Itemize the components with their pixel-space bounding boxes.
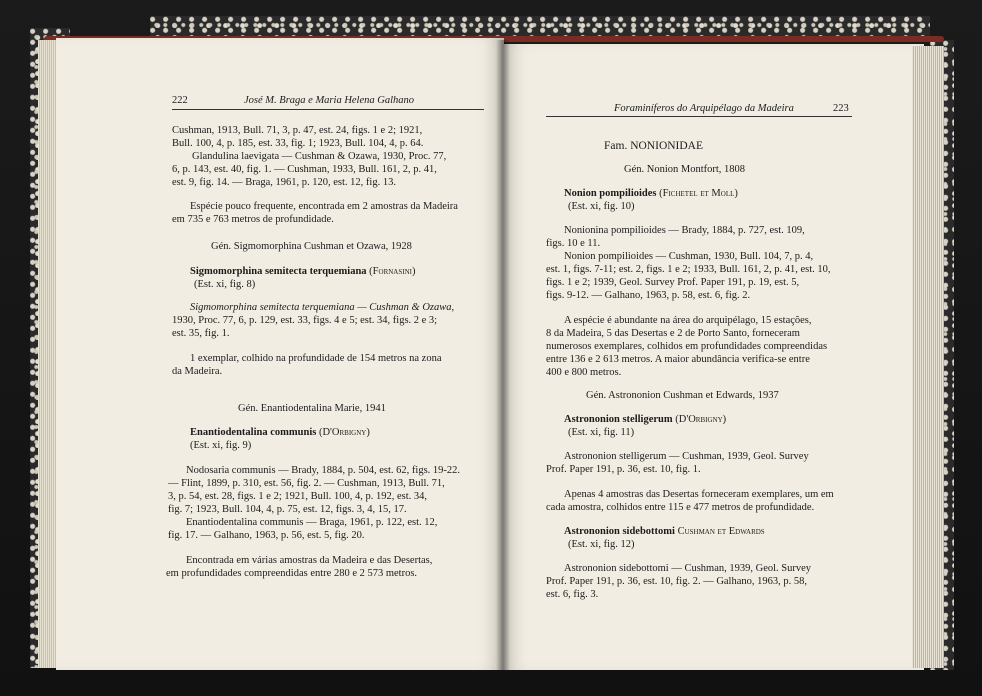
paragraph-line: da Madeira. [172, 366, 223, 377]
genus-heading: Gén. Astrononion Cushman et Edwards, 1937 [586, 390, 779, 401]
species-name: Astrononion stelligerum [564, 414, 673, 425]
species-figure-ref: (Est. xi, fig. 12) [568, 539, 635, 550]
paragraph-line: Espécie pouco frequente, encontrada em 2 amostras da Madeira [190, 201, 458, 212]
species-author: (D'Orbigny) [675, 414, 727, 425]
running-head: Foraminíferos do Arquipélago da Madeira [614, 103, 794, 114]
ref-line: est. 9, fig. 14. — Braga, 1961, p. 120, est. 12, fig. 13. [172, 177, 396, 188]
ref-line: Nonionina pompilioides — Brady, 1884, p. 727, est. 109, [564, 225, 805, 236]
species-author: (Fornasini) [369, 266, 416, 277]
family-heading: Fam. NONIONIDAE [604, 140, 704, 152]
ref-line: Astrononion stelligerum — Cushman, 1939, Geol. Survey [564, 451, 809, 462]
page-number: 223 [833, 103, 849, 114]
paragraph-line: A espécie é abundante na área do arquipélago, 15 estações, [564, 315, 812, 326]
species-heading [190, 265, 415, 278]
ref-line: 6, p. 143, est. 40, fig. 1. — Cushman, 1933, Bull. 161, 2, p. 41, [172, 164, 437, 175]
species-figure-ref: (Est. xi, fig. 10) [568, 201, 635, 212]
species-figure-ref: (Est. xi, fig. 9) [190, 440, 252, 451]
genus-heading: Gén. Enantiodentalina Marie, 1941 [238, 403, 386, 414]
ref-line: figs. 9-12. — Galhano, 1963, p. 58, est. 6, fig. 2. [546, 290, 751, 301]
left-page [56, 38, 504, 670]
page-number: 222 [172, 95, 188, 106]
ref-line: Astrononion sidebottomi — Cushman, 1939, Geol. Survey [564, 563, 812, 574]
species-heading [564, 413, 726, 426]
paragraph-line: 8 da Madeira, 5 das Desertas e 2 de Porto Santo, forneceram [546, 328, 800, 339]
ref-line: 3, p. 54, est. 28, figs. 1 e 2; 1921, Bull. 100, 4, p. 192, est. 34, [168, 491, 427, 502]
ref-line: est. 35, fig. 1. [172, 328, 230, 339]
ref-line: est. 1, figs. 7-11; est. 2, figs. 1 e 2; 1933, Bull. 161, 2, p. 41, est. 10, [546, 264, 831, 275]
species-figure-ref: (Est. xi, fig. 11) [568, 427, 635, 438]
paragraph-line: numerosos exemplares, colhidos em profundidades compreendidas [546, 341, 828, 352]
species-heading [564, 525, 765, 538]
ref-line: Nonion pompilioides — Cushman, 1930, Bull. 104, 7, p. 4, [564, 251, 814, 262]
ref-line: 1930, Proc. 77, 6, p. 129, est. 33, figs. 4 e 5; est. 34, figs. 2 e 3; [172, 315, 438, 326]
paragraph-line: 1 exemplar, colhido na profundidade de 154 metros na zona [190, 353, 442, 364]
ref-line: fig. 7; 1923, Bull. 104, 4, p. 75, est. 12, figs. 3, 4, 15, 17. [168, 504, 407, 515]
ref-line: est. 6, fig. 3. [546, 589, 599, 600]
ref-line: Sigmomorphina semitecta terquemiana — Cushman & Ozawa, [190, 302, 455, 313]
paragraph-line: em 735 e 763 metros de profundidade. [172, 214, 334, 225]
ref-line: Prof. Paper 191, p. 36, est. 10, fig. 2. — Galhano, 1963, p. 58, [546, 576, 808, 587]
ref-line: Prof. Paper 191, p. 36, est. 10, fig. 1. [546, 464, 701, 475]
paragraph-line: cada amostra, colhidos entre 115 e 477 metros de profundidade. [546, 502, 815, 513]
running-head: José M. Braga e Maria Helena Galhano [244, 95, 415, 106]
page-edges-right [912, 46, 944, 668]
ref-line: — Flint, 1899, p. 310, est. 56, fig. 2. — Cushman, 1913, Bull. 71, [168, 478, 445, 489]
header-rule [546, 116, 852, 117]
ref-line: Cushman, 1913, Bull. 71, 3, p. 47, est. 24, figs. 1 e 2; 1921, [172, 125, 423, 136]
marbled-cover-top [150, 16, 930, 38]
header-rule [172, 109, 484, 110]
book-gutter [496, 40, 510, 670]
species-heading [564, 187, 738, 200]
ref-line: Nodosaria communis — Brady, 1884, p. 504, est. 62, figs. 19-22. [186, 465, 461, 476]
species-author: Cushman et Edwards [677, 526, 765, 537]
species-author: (D'Orbigny) [318, 427, 370, 438]
paragraph-line: 400 e 800 metros. [546, 367, 622, 378]
ref-line: fig. 17. — Galhano, 1963, p. 56, est. 5, fig. 20. [168, 530, 365, 541]
right-page [502, 44, 924, 670]
ref-line: figs. 1 e 2; 1939, Geol. Survey Prof. Paper 191, p. 19, est. 5, [546, 277, 800, 288]
paragraph-line: em profundidades compreendidas entre 280 e 2 573 metros. [166, 568, 418, 579]
species-author: (Fichetel et Moll) [659, 188, 738, 199]
ref-line: Bull. 100, 4, p. 185, est. 33, fig. 1; 1923, Bull. 104, 4, p. 64. [172, 138, 424, 149]
paragraph-line: Apenas 4 amostras das Desertas forneceram exemplares, um em [564, 489, 834, 500]
species-name: Sigmomorphina semitecta terquemiana [190, 266, 367, 277]
paragraph-line: Encontrada em várias amostras da Madeira e das Desertas, [186, 555, 433, 566]
ref-line: figs. 10 e 11. [546, 238, 601, 249]
species-name: Nonion pompilioides [564, 188, 657, 199]
genus-heading: Gén. Sigmomorphina Cushman et Ozawa, 1928 [211, 241, 412, 252]
ref-line: Glandulina laevigata — Cushman & Ozawa, 1930, Proc. 77, [192, 151, 447, 162]
species-name: Enantiodentalina communis [190, 427, 317, 438]
ref-line: Enantiodentalina communis — Braga, 1961, p. 122, est. 12, [186, 517, 438, 528]
genus-heading: Gén. Nonion Montfort, 1808 [624, 164, 746, 175]
species-name: Astrononion sidebottomi [564, 526, 675, 537]
paragraph-line: entre 136 e 2 613 metros. A maior abundância verifica-se entre [546, 354, 810, 365]
species-figure-ref: (Est. xi, fig. 8) [194, 279, 256, 290]
species-heading [190, 426, 370, 439]
